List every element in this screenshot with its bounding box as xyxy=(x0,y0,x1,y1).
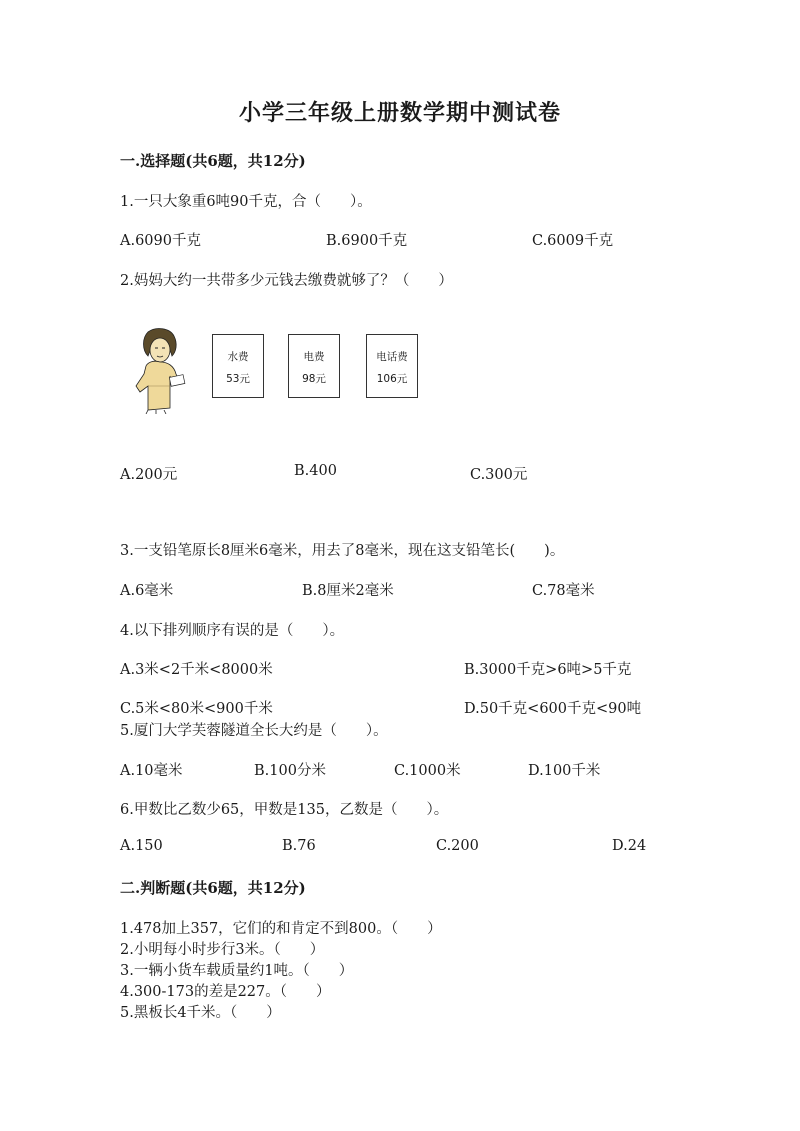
question-4-stem: 4.以下排列顺序有误的是（ ）。 xyxy=(120,623,345,639)
fee-amount: 106元 xyxy=(376,373,408,385)
question-4-option-b: B.3000千克>6吨>5千克 xyxy=(464,662,632,678)
woman-illustration-icon xyxy=(126,326,190,414)
fee-name: 电话费 xyxy=(376,351,408,363)
judgment-item-4: 4.300-173的差是227。（ ） xyxy=(120,984,331,1000)
question-2-figure xyxy=(120,318,440,418)
question-3-option-a: A.6毫米 xyxy=(120,583,174,599)
judgment-item-1: 1.478加上357，它们的和肯定不到800。（ ） xyxy=(120,921,442,937)
question-5-stem: 5.厦门大学芙蓉隧道全长大约是（ ）。 xyxy=(120,723,388,739)
phone-fee-card xyxy=(366,334,418,398)
question-6-stem: 6.甲数比乙数少65，甲数是135，乙数是（ ）。 xyxy=(120,802,449,818)
question-6-option-a: A.150 xyxy=(120,838,163,854)
fee-amount: 53元 xyxy=(226,373,250,385)
question-6-option-b: B.76 xyxy=(282,838,316,854)
question-3-option-b: B.8厘米2毫米 xyxy=(302,583,394,599)
section-heading-choice: 一.选择题(共6题，共12分) xyxy=(120,152,306,170)
question-5-option-a: A.10毫米 xyxy=(120,763,183,779)
section-heading-judgment: 二.判断题(共6题，共12分) xyxy=(120,879,306,897)
question-2-option-a: A.200元 xyxy=(120,467,178,483)
judgment-item-3: 3.一辆小货车载质量约1吨。（ ） xyxy=(120,963,354,979)
question-1-option-a: A.6090千克 xyxy=(120,233,201,249)
question-4-option-c: C.5米<80米<900千米 xyxy=(120,701,273,717)
question-5-option-c: C.1000米 xyxy=(394,763,461,779)
electricity-fee-card xyxy=(288,334,340,398)
question-4-option-d: D.50千克<600千克<90吨 xyxy=(464,701,642,717)
question-5-option-b: B.100分米 xyxy=(254,763,326,779)
fee-name: 水费 xyxy=(227,351,249,363)
question-5-option-d: D.100千米 xyxy=(528,763,601,779)
question-3-stem: 3.一支铅笔原长8厘米6毫米，用去了8毫米，现在这支铅笔长( )。 xyxy=(120,543,565,559)
page-title: 小学三年级上册数学期中测试卷 xyxy=(238,100,561,126)
question-2-stem: 2.妈妈大约一共带多少元钱去缴费就够了？（ ） xyxy=(120,273,453,289)
question-1-option-c: C.6009千克 xyxy=(532,233,614,249)
water-fee-card xyxy=(212,334,264,398)
fee-amount: 98元 xyxy=(302,373,326,385)
question-2-option-c: C.300元 xyxy=(470,467,528,483)
question-4-option-a: A.3米<2千米<8000米 xyxy=(120,662,273,678)
question-3-option-c: C.78毫米 xyxy=(532,583,595,599)
judgment-item-5: 5.黑板长4千米。（ ） xyxy=(120,1005,281,1021)
fee-name: 电费 xyxy=(303,351,325,363)
question-2-option-b: B.400 xyxy=(294,463,337,479)
judgment-item-2: 2.小明每小时步行3米。（ ） xyxy=(120,942,325,958)
question-1-stem: 1.一只大象重6吨90千克，合（ ）。 xyxy=(120,194,372,210)
question-6-option-c: C.200 xyxy=(436,838,479,854)
question-6-option-d: D.24 xyxy=(612,838,647,854)
question-1-option-b: B.6900千克 xyxy=(326,233,408,249)
